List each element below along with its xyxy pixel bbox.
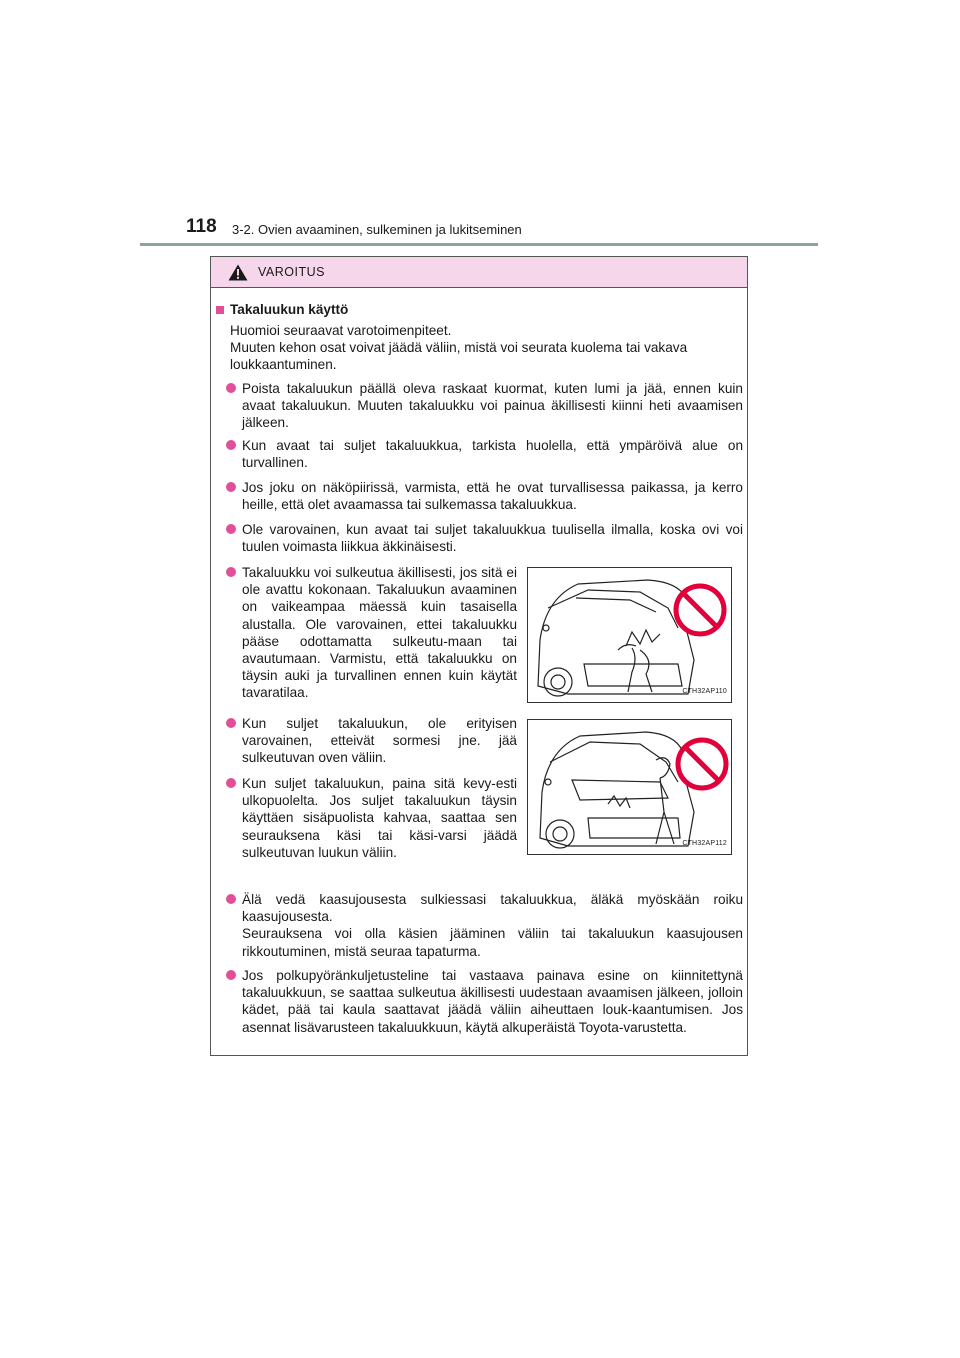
- bullet-dot-icon: [226, 718, 236, 728]
- intro-line-2: Muuten kehon osat voivat jäädä väliin, mistä voi seurata kuolema tai vakava loukkaantuminen.: [230, 340, 688, 373]
- section-title: 3-2. Ovien avaaminen, sulkeminen ja lukitseminen: [232, 222, 522, 237]
- section-heading: [216, 301, 348, 318]
- square-bullet-icon: [216, 306, 224, 314]
- warning-triangle-icon: [228, 264, 248, 281]
- section-heading-text: Takaluukun käyttö: [230, 302, 349, 317]
- warning-box: [210, 256, 748, 1056]
- bullet-dot-icon: [226, 383, 236, 393]
- list-item: Takaluukku voi sulkeutua äkillisesti, jos sitä ei ole avattu kokonaan. Takaluukun avaaminen on vaikeampaa mäessä kuin tasaisella alustalla. Ole varovainen, ettei takaluukku pääse odottamatta sulkeutu-maan tai avautumaan. Varmistu, että takaluukku on täysin auki ja turvallinen ennen kuin käytät tavaratilaa.: [226, 564, 517, 702]
- illustration-fingers-caught: [527, 719, 732, 855]
- intro-line-1: Huomioi seuraavat varotoimenpiteet.: [230, 323, 452, 338]
- list-item: Kun avaat tai suljet takaluukkua, tarkista huolella, että ympäröivä alue on turvallinen.: [226, 437, 743, 471]
- list-item: Jos polkupyöränkuljetusteline tai vastaava painava esine on kiinnitettynä takaluukkuun, se saattaa sulkeutua äkillisesti uudestaan avaamisen jälkeen, jolloin kädet, pää tai kaula saattavat jäädä väliin aiheuttaen louk-kaantumisen. Jos asennat lisävarusteen takaluukkuun, käytä alkuperäistä Toyota-varustetta.: [226, 967, 743, 1036]
- bullet-dot-icon: [226, 524, 236, 534]
- list-item: Kun suljet takaluukun, ole erityisen varovainen, etteivät sormesi jne. jää sulkeutuvan oven väliin.: [226, 715, 517, 767]
- page-number: 118: [186, 216, 217, 237]
- warning-header: [211, 257, 747, 288]
- list-item: Jos joku on näköpiirissä, varmista, että he ovat turvallisessa paikassa, ja kerro heille, että olet avaamassa tai sulkemassa takaluukkua.: [226, 479, 743, 513]
- warning-title: VAROITUS: [258, 265, 325, 279]
- illustration-tailgate-falling: [527, 567, 732, 703]
- header-rule: [140, 243, 818, 246]
- figure-code: CTH32AP110: [682, 687, 727, 695]
- list-item: Kun suljet takaluukun, paina sitä kevy-esti ulkopuolelta. Jos suljet takaluukun täysin käyttäen sisäpuolista kahvaa, saattaa sen seurauksena käsi tai käsi-varsi jäädä sulkeutuvan luukun väliin.: [226, 775, 517, 861]
- list-item: Älä vedä kaasujousesta sulkiessasi takaluukkua, äläkä myöskään roiku kaasujousesta. Seurauksena voi olla käsien jääminen väliin tai takaluukun kaasujousen rikkoutuminen, mistä seuraa tapaturma.: [226, 891, 743, 960]
- bullet-dot-icon: [226, 970, 236, 980]
- bullet-dot-icon: [226, 567, 236, 577]
- list-item: Ole varovainen, kun avaat tai suljet takaluukkua tuulisella ilmalla, koska ovi voi tuulen voimasta liikkua äkkinäisesti.: [226, 521, 743, 555]
- bullet-dot-icon: [226, 778, 236, 788]
- bullet-dot-icon: [226, 440, 236, 450]
- bullet-dot-icon: [226, 894, 236, 904]
- figure-code: CTH32AP112: [682, 839, 727, 847]
- bullet-dot-icon: [226, 482, 236, 492]
- intro-paragraph: [230, 322, 740, 374]
- list-item: Poista takaluukun päällä oleva raskaat kuormat, kuten lumi ja jää, ennen kuin avaat takaluukun. Muuten takaluukku voi painua äkillisesti kiinni heti avaamisen jälkeen.: [226, 380, 743, 432]
- list-item-continuation: Seurauksena voi olla käsien jääminen väliin tai takaluukun kaasujousen rikkoutuminen, mistä seuraa tapaturma.: [242, 926, 743, 959]
